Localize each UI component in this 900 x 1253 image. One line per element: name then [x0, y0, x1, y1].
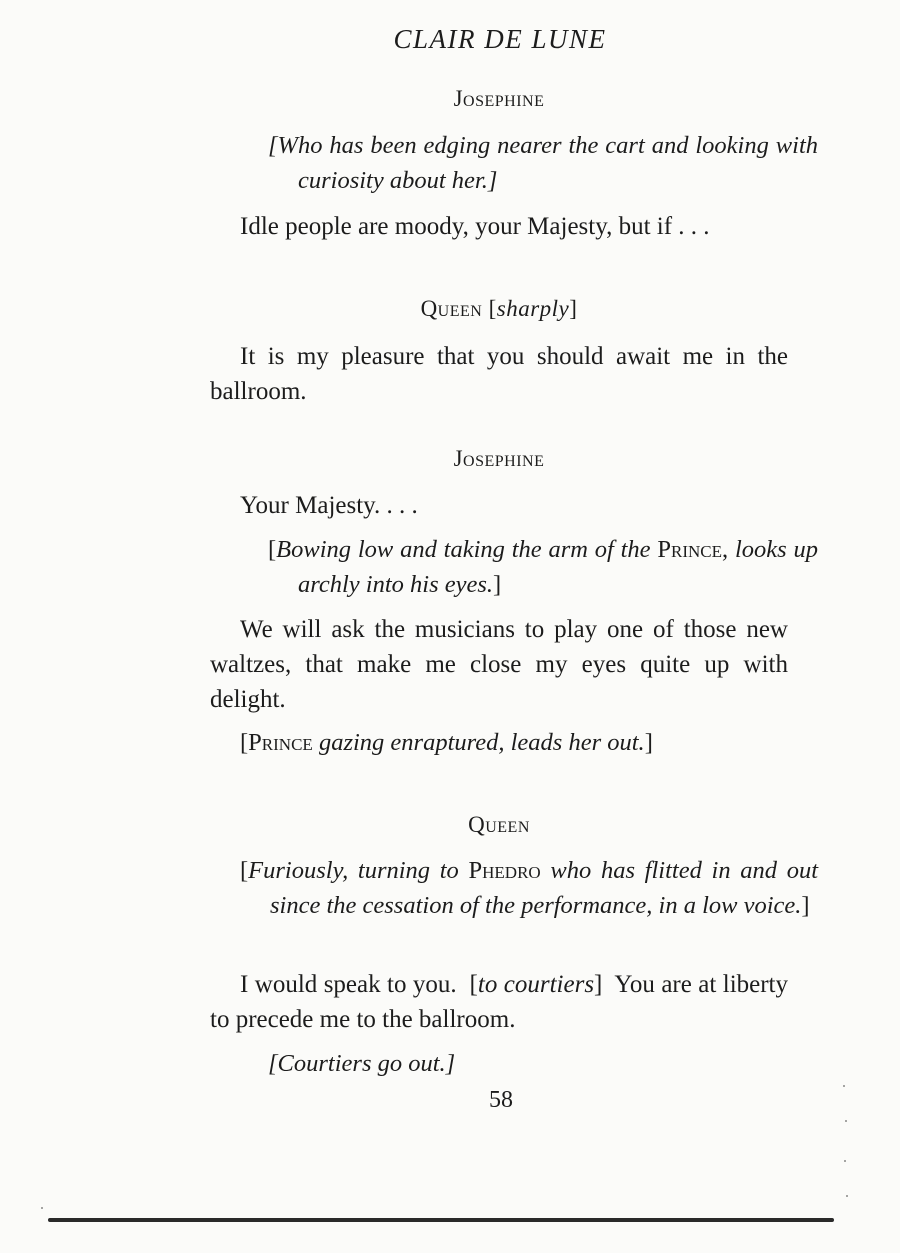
- bottom-rule: [48, 1218, 834, 1222]
- page-number: 58: [489, 1087, 513, 1113]
- stage-text: looks up archly into his eyes.: [298, 536, 819, 598]
- direction: to courtiers: [477, 971, 595, 998]
- dialogue-text: I would speak to you.: [240, 971, 457, 998]
- stage-text: gazing enraptured, leads her out.: [318, 729, 645, 756]
- speaker-josephine: Josephine: [453, 446, 545, 471]
- speaker-name: Queen: [420, 296, 483, 321]
- scan-speck: [844, 1160, 846, 1162]
- stage-text: Courtiers go out.: [277, 1050, 446, 1077]
- dialogue-line: I would speak to you. [to courtiers] You are at liberty to precede me to the ballroom.: [210, 971, 789, 1033]
- stage-text: Furiously, turning to: [248, 857, 459, 884]
- scan-speck: [41, 1207, 43, 1209]
- speaker-josephine: Josephine: [453, 86, 545, 111]
- speaker-queen: Queen: [468, 812, 530, 837]
- character-name: Prince: [657, 536, 723, 563]
- stage-direction: [Courtiers go out.]: [268, 1050, 456, 1077]
- stage-direction: [Who has been edging nearer the cart and looking with curiosity about her.]: [268, 132, 818, 194]
- dialogue-line: It is my pleasure that you should await me in the ballroom.: [210, 343, 788, 405]
- dialogue-text: You are at liberty to precede me to the ballroom.: [210, 971, 789, 1033]
- dialogue-line: We will ask the musicians to play one of those new waltzes, that make me close my eyes quite up with delight.: [210, 616, 788, 713]
- dialogue-line: Idle people are moody, your Majesty, but if . . .: [240, 213, 710, 240]
- direction: sharply: [496, 296, 570, 321]
- speaker-queen: Queen [sharply]: [420, 296, 578, 321]
- stage-direction: [Prince gazing enraptured, leads her out.]: [240, 729, 653, 756]
- stage-direction: [Furiously, turning to Phedro who has flitted in and out since the cessation of the performance, in a low voice.]: [240, 857, 819, 919]
- character-name: Phedro: [468, 857, 541, 884]
- scan-speck: [846, 1195, 848, 1197]
- stage-direction: [Bowing low and taking the arm of the Prince, looks up archly into his eyes.]: [268, 536, 819, 598]
- character-name: Prince: [248, 729, 313, 756]
- stage-text: who has flitted in and out since the cessation of the performance, in a low voice.: [270, 857, 819, 919]
- stage-text: Who has been edging nearer the cart and looking with curiosity about her.: [277, 132, 818, 194]
- scan-speck: [843, 1085, 845, 1087]
- dialogue-line: Your Majesty. . . .: [240, 492, 418, 519]
- stage-text: Bowing low and taking the arm of the: [276, 536, 651, 563]
- scan-speck: [845, 1120, 847, 1122]
- running-header: CLAIR DE LUNE: [393, 24, 607, 54]
